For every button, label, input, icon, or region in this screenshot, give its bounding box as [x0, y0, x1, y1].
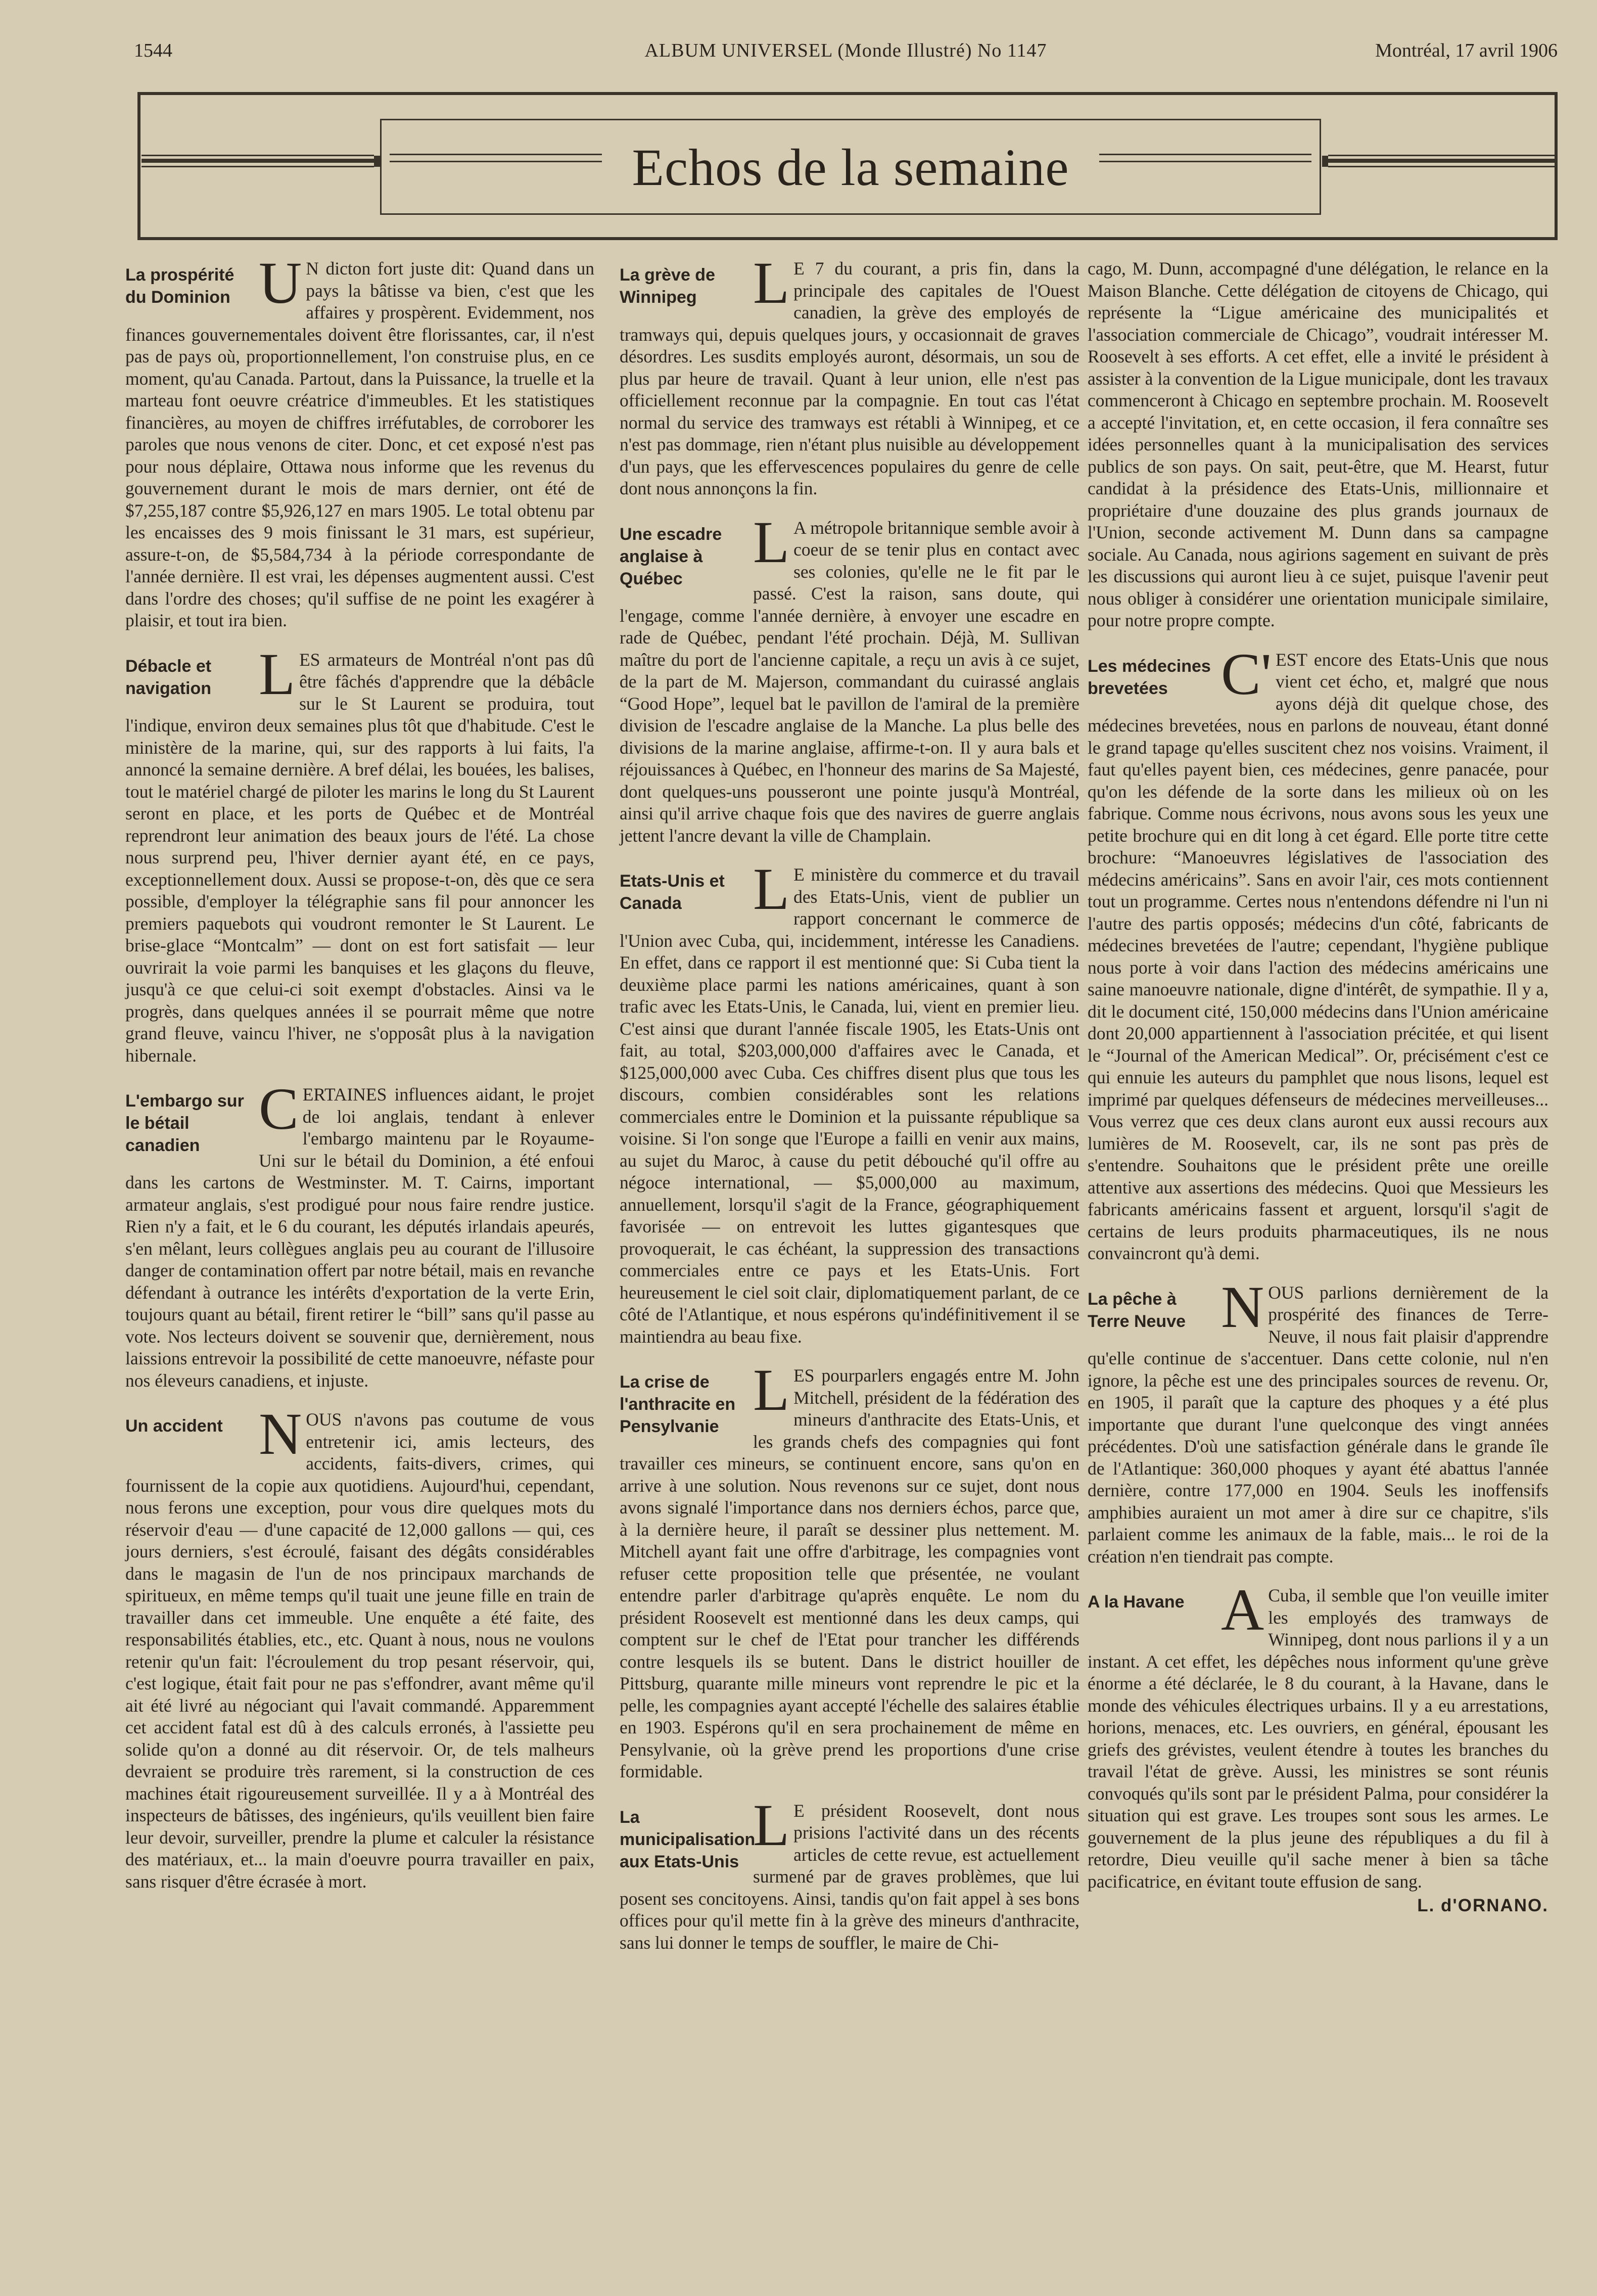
article-body: LES pourparlers engagés entre M. John Mitchell, président de la fédération des mineurs d'anthracite des Etats-Unis, et les grands chefs des compagnies qui font travailler ces mineurs, se continuent encore, sans qu'on en arrive à une solution. Nous revenons sur ce sujet, dont nous avons signalé l'importance dans nos derniers échos, parce que, à la dernière heure, il paraît se dessiner plus nettement. M. Mitchell ayant fait une offre d'arbitrage, les compagnies vont refuser cette proposition telle que présentée, ne voulant entendre parler d'arbitrage qu'après enquête. Le nom du président Roosevelt est mentionné dans les deux camps, qui comptent sur le chef de l'Etat pour trancher les différends contre lesquels ils se butent. Dans le district houiller de Pittsburg, quarante mille mineurs vont reprendre le pic et la pelle, les compagnies ayant accepté l'échelle des salaires établie en 1903. Espérons qu'il en sera prochainement de même en Pensylvanie, où la grève prend les proportions d'une crise formidable.	[620, 1357, 1079, 1781]
ornament-rule	[1328, 166, 1555, 167]
article	[125, 250, 594, 632]
article	[620, 509, 1079, 847]
article-headline: Les médecines brevetées	[1088, 656, 1211, 698]
article	[1088, 1273, 1548, 1568]
article-body: LE ministère du commerce et du travail des Etats-Unis, vient de publier un rapport concernant le commerce de l'Union avec Cuba, qui, incidemment, intéresse les Canadiens. En effet, dans ce rapport il est mentionné que: Si Cuba tient la deuxième place parmi les nations américaines, quant à son trafic avec les Etats-Unis, le Canada, lui, vient en premier lieu. C'est ainsi que durant l'année fiscale 1905, les Etats-Unis ont fait, au total, $203,000,000 d'affaires avec le Canada, et $125,000,000 avec Cuba. Ces chiffres disent plus que tous les discours, combien considérables sont les relations commerciales entre le Dominion et la puissante république sa voisine. Si l'on songe que l'Europe a failli en venir aux mains, au sujet du Maroc, à cause du petit débouché qu'il offre au négoce international, — $5,000,000 au maximum, annuellement, lorsqu'il s'agit de la France, géographiquement favorisée — on entrevoit les luttes gigantesques que provoquerait, le cas échéant, la suppression des transactions commerciales entre ce pays et les Etats-Unis. Fort heureusement le ciel soit clair, diplomatiquement parlant, de ce côté de l'Atlantique, et nous espérons qu'indéfinitivement il se maintiendra au beau fixe.	[620, 856, 1079, 1347]
section-title: Echos de la semaine	[632, 139, 1069, 197]
title-box	[380, 119, 1321, 215]
article-body: CERTAINES influences aidant, le projet de loi anglais, tendant à enlever l'embargo maintenu par le Royaume-Uni sur le bétail du Dominion, a été enfoui dans les cartons de Westminster. M. T. Cairns, important armateur anglais, s'est prodigué pour nous faire rendre justice. Rien n'y a fait, et le 6 du courant, les députés irlandais apeurés, s'en mêlant, leurs collègues anglais peu au courant de l'illusoire danger de contamination offert par notre bétail, mais en revanche défendant à outrance les intérêts d'exportation de la verte Erin, toujours quant au bétail, firent retirer le “bill” sans qu'il passe au vote. Nos lecteurs doivent se souvenir que, dernièrement, nous laissions entrevoir la possibilité de cette manoeuvre, néfaste pour nos éleveurs canadiens, et injuste.	[125, 1076, 594, 1391]
ornament-rule	[1328, 159, 1555, 163]
issue-date: Montréal, 17 avril 1906	[1375, 40, 1558, 61]
publication-title: ALBUM UNIVERSEL (Monde Illustré) No 1147	[644, 40, 1047, 61]
article-body: NOUS n'avons pas coutume de vous entretenir ici, amis lecteurs, des accidents, faits-divers, crimes, qui fournissent de la copie aux quotidiens. Aujourd'hui, cependant, nous ferons une exception, pour vous dire quelques mots du réservoir d'eau — d'une capacité de 12,000 gallons — qui, ces jours derniers, s'est écroulé, faisant des dégâts considérables dans le magasin de l'un de nos principaux marchands de spiritueux, en même temps qu'il tuait une jeune fille en train de travailler dans cet immeuble. Une enquête a été faite, des responsabilités établies, etc., etc. Quant à nous, nous ne voulons retenir qu'un fait: l'écroulement du trop pesant réservoir, qui, c'est logique, était fait pour ne pas s'effondrer, avant même qu'il ait été livré au négociant qui l'avait commandé. Apparemment cet accident fatal est dû à des calculs erronés, à l'assiette peu solide qu'on a donné au dit réservoir. Or, de tels malheurs devraient se produire très rarement, si la construction de ces machines était rigoureusement surveillée. Il y a à Montréal des inspecteurs de bâtisses, des ingénieurs, qu'ils veuillent bien faire leur devoir, surveiller, prendre la plume et calculer la résistance des matériaux, et... la main d'oeuvre pourra travailler en paix, sans risquer d'être écrasée à mort.	[125, 1401, 594, 1892]
article-continuation	[1088, 258, 1548, 632]
ornament-rule	[142, 159, 374, 163]
column-2	[620, 250, 1079, 1971]
article-headline: L'embargo sur le bétail canadien	[125, 1091, 244, 1155]
article-body: UN dicton fort juste dit: Quand dans un pays la bâtisse va bien, c'est que les affaires y prospèrent. Evidemment, nos finances gouvernementales doivent être florissantes, car, il n'est pas de pays où, proportionnellement, l'on construise plus, en ce moment, qu'au Canada. Partout, dans la Puissance, la truelle et la marteau font oeuvre créatrice d'immeubles. Et les statistiques financières, au moyen de chiffres irréfutables, de corroborer les paroles que nous venons de citer. Donc, et cet exposé n'est pas pour nous déplaire, Ottawa nous informe que les revenus du gouvernement durant le mois de mars dernier, ont été de $7,255,187 contre $5,926,127 en mars 1905. Le total obtenu par les encaisses des 9 mois finissant le 31 mars, est supérieur, assure-t-on, de $5,584,734 à la période correspondante de l'année dernière. Il est vrai, les dépenses augmentent aussi. C'est dans l'ordre des choses; qu'il suffise de ne point les exagérer à plaisir, et tout ira bien.	[125, 250, 594, 630]
article	[1088, 640, 1548, 1265]
article	[620, 856, 1079, 1348]
article-headline: A la Havane	[1088, 1592, 1185, 1612]
article-headline: Une escadre anglaise à Québec	[620, 524, 722, 588]
article	[620, 250, 1079, 500]
ornament-tick	[1322, 156, 1328, 167]
article-headline: La municipalisation aux Etats-Unis	[620, 1807, 756, 1871]
article-body: NOUS parlions dernièrement de la prospérité des finances de Terre-Neuve, il nous fait plaisir d'apprendre qu'elle continue de s'accentuer. Dans cette colonie, nul n'en ignore, la pêche est une des principales sources de revenu. Or, en 1905, il paraît que la capture des phoques y a été plus importante que durant l'une quelconque des vingt années précédentes. D'où une satisfaction générale dans le grande île de l'Atlantique: 360,000 phoques y ayant été abattus l'année dernière, contre 177,000 en 1904. Seuls les inoffensifs amphibies auraient un mot amer à dire sur ce chapitre, s'ils parlaient comme les animaux de la fable, mais... le roi de la création n'en tiendrait pas compte.	[1088, 1273, 1548, 1567]
article-body: C'EST encore des Etats-Unis que nous vient cet écho, et, malgré que nous ayons déjà dit quelque chose, des médecines brevetées, nous en parlons de nouveau, étant donné le grand tapage qu'elles suscitent chez nos voisins. Vraiment, il faut qu'elles payent bien, ces médecines, genre panacée, pour qu'on les défende de la sorte dans les milieux où on les fabrique. Comme nous écrivons, nous avons sous les yeux une petite brochure qui en dit long à cet égard. Elle porte titre cette brochure: “Manoeuvres législatives de l'association des médecins américains”. Sans en avoir l'air, ces mots contiennent tout un programme. Certes nous n'entendons défendre ni l'un ni l'autre des partis opposés; médecins d'un côté, fabricants de médecines brevetées de l'autre; cependant, l'hygiène publique nous porte à voir dans l'action des médecins américains une saine manoeuvre nationale, digne d'intérêt, de sympathie. Il y a, dit le document cité, 150,000 médecins dans l'Union américaine dont 20,000 appartiennent à l'association précitée, et qui lisent le “Journal of the American Medical”. Or, précisément c'est ce qui ennuie les auteurs du pamphlet que nous lisons, lequel est imprimé par quelques défenseurs de médecines merveilleuses... Vous verrez que ces deux clans auront eux aussi recours aux lumières de M. Roosevelt, car, ils ne sont pas près de s'entendre. Souhaitons que le président prête une oreille attentive aux assertions des médecins. Quoi que Messieurs les fabricants américains fassent et arguent, lorsqu'il s'agit de certains de leurs produits pharmaceutiques, ils ne nous convaincront qu'à demi.	[1088, 640, 1548, 1263]
article-body: LES armateurs de Montréal n'ont pas dû être fâchés d'apprendre que la débâcle sur le St Laurent se produira, tout l'indique, environ deux semaines plus tôt que d'habitude. C'est le ministère de la marine, qui, sur des rapports à lui faits, l'a annoncé la semaine dernière. A bref délai, les bouées, les balises, tout le matériel chargé de piloter les marins le long du St Laurent seront en place, et les ports de Québec et de Montréal reprendront leur animation des beaux jours de l'été. La chose nous surprend peu, l'hiver dernier ayant été, en ce pays, exceptionnellement doux. Aussi se propose-t-on, dès que ce sera possible, d'employer la télégraphie sans fil pour annoncer les premiers paquebots qui voudront remonter le St Laurent. Le brise-glace “Montcalm” — dont on est fort satisfait — leur ouvrirait la voie parmi les banquises et les glaçons du fleuve, jusqu'à ce que celui-ci soit exempt d'obstacles. Ainsi va le progrès, dans quelques années il se pourrait même que notre grand fleuve, vaincu l'hiver, ne s'opposât plus à la navigation hibernale.	[125, 640, 594, 1066]
ornament-rule	[142, 166, 374, 167]
article	[620, 1792, 1079, 1954]
column-3	[1088, 258, 1548, 1933]
article-headline: La pêche à Terre Neuve	[1088, 1289, 1186, 1331]
article	[1088, 1577, 1548, 1916]
section-masthead	[137, 92, 1558, 240]
author-signature: L. d'ORNANO.	[1417, 1896, 1548, 1915]
page-number: 1544	[134, 40, 172, 61]
article-headline: La prospérité du Dominion	[125, 265, 234, 307]
article-headline: La grève de Winnipeg	[620, 265, 715, 307]
article-body: LA métropole britannique semble avoir à coeur de se tenir plus en contact avec ses colonies, qu'elle ne le fit par le passé. C'est la raison, sans doute, qui l'engage, comme l'année dernière, à envoyer une escadre en rade de Québec, pendant l'été prochain. Déjà, M. Sullivan maître du port de l'ancienne capitale, a reçu un avis à ce sujet, de la part de M. Majerson, commandant du cuirassé anglais “Good Hope”, lequel bat le pavillon de l'amiral de la première division de l'escadre anglaise de la Manche. La plus belle des divisions de la marine anglaise, affirme-t-on. Il y aura bals et réjouissances à Québec, en l'honneur des marins de Sa Majesté, dont quelques-uns pousseront une pointe jusqu'à Montréal, ainsi qu'il arrive chaque fois que des navires de guerre anglais jettent l'ancre devant la ville de Champlain.	[620, 509, 1079, 846]
article-headline: Un accident	[125, 1416, 223, 1436]
running-head	[134, 39, 1558, 70]
article-body: cago, M. Dunn, accompagné d'une délégation, le relance en la Maison Blanche. Cette délégation de citoyens de Chicago, qui représente la “Ligue américaine des municipalités et l'association commerciale de Chicago”, voudrait intéresser M. Roosevelt à ses efforts. A cet effet, elle a invité le président à assister à la convention de la Ligue municipale, dont les travaux commenceront à Chicago en septembre prochain. M. Roosevelt a accepté l'invitation, et, en cette occasion, il fera connaître ses idées personnelles quant à la municipalisation des services publics de son pays. On sait, peut-être, que M. Hearst, futur candidat à la présidence des Etats-Unis, millionnaire et propriétaire d'une douzaine des plus grands journaux de l'Union, seconde activement M. Dunn dans sa campagne sociale. Au Canada, nous agirions sagement en suivant de près les discussions qui auront lieu à ce sujet, puisque l'avenir peut nous obliger à considérer une orientation municipale similaire, pour notre propre compte.	[1088, 258, 1548, 630]
ornament-rule	[1328, 155, 1555, 156]
article	[125, 640, 594, 1067]
ornament-rule	[142, 155, 374, 156]
ornament-tick	[374, 156, 380, 167]
article-body: A Cuba, il semble que l'on veuille imiter les employés des tramways de Winnipeg, dont nous parlions il y a un instant. A cet effet, les dépêches nous informent qu'une grève énorme a été déclarée, le 8 du courant, à la Havane, dans le monde des véhicules électriques urbains. Il y a eu arrestations, horions, menaces, etc. Les ouvriers, en général, épousant les griefs des grévistes, veulent étendre à toutes les branches du travail l'état de grève. Aussi, les ministres se sont réunis convoqués qu'ils sont par le président Palma, pour considérer la situation qui est grave. Les troupes sont sous les armes. Le gouvernement de la plus jeune des républiques a du fil à retordre, Dieu veuille qu'il sache mener à bien sa tâche pacificatrice, en évitant toute effusion de sang.	[1088, 1577, 1548, 1892]
article-body: LE président Roosevelt, dont nous prisions l'activité dans un des récents articles de cette revue, est actuellement surmené par de graves problèmes, que lui posent ses concitoyens. Ainsi, tandis qu'on fait appel à ses bons offices pour qu'il mette fin à la grève des mineurs d'anthracite, sans lui donner le temps de souffler, le maire de Chi-	[620, 1792, 1079, 1953]
article	[125, 1401, 594, 1893]
column-1	[125, 250, 594, 1910]
article-headline: Etats-Unis et Canada	[620, 871, 725, 913]
article	[125, 1076, 594, 1392]
article-headline: Débacle et navigation	[125, 656, 212, 698]
article	[620, 1357, 1079, 1783]
article-body: LE 7 du courant, a pris fin, dans la principale des capitales de l'Ouest canadien, la grève des employés de tramways qui, depuis quelques jours, y occasionnait de graves désordres. Les susdits employés auront, désormais, un sou de plus par heure de travail. Quant à leur union, elle n'est pas officiellement reconnue par la compagnie. En tout cas l'état normal du service des tramways est rétabli à Winnipeg, et ce n'est pas dommage, rien n'étant plus nuisible au développement d'un pays, que les effervescences populaires du genre de celle dont nous annonçons la fin.	[620, 250, 1079, 498]
article-headline: La crise de l'anthracite en Pensylvanie	[620, 1372, 736, 1436]
